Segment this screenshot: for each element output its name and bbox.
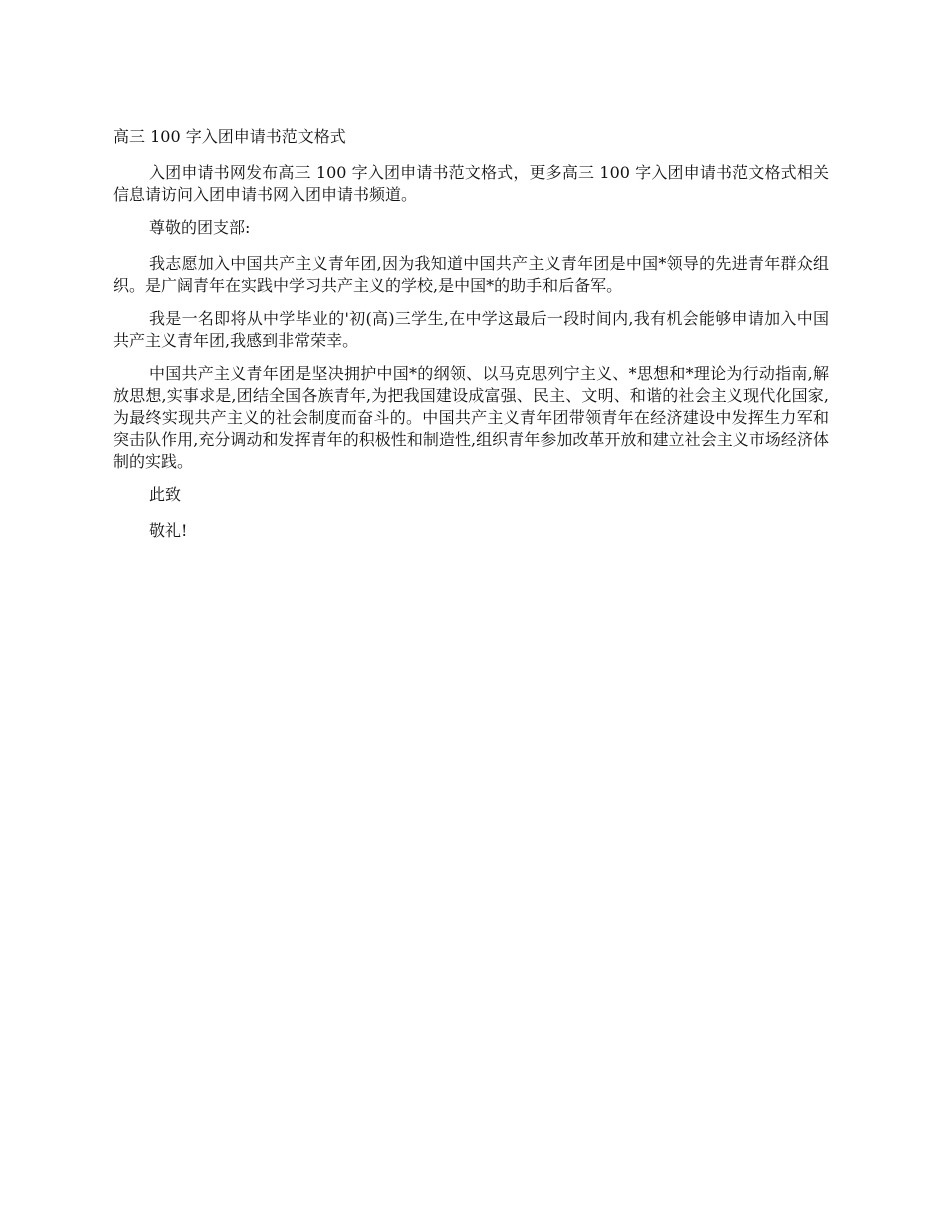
document-title: 高三 100 字入团申请书范文格式 xyxy=(113,127,346,146)
salutation: 尊敬的团支部: xyxy=(149,218,251,237)
closing-line-2: 敬礼! xyxy=(149,521,188,540)
body-paragraph-2: 我是一名即将从中学毕业的'初(高)三学生,在中学这最后一段时间内,我有机会能够申请加入中国共产主义青年团,我感到非常荣幸。 xyxy=(113,309,829,350)
body-paragraph-1: 我志愿加入中国共产主义青年团,因为我知道中国共产主义青年团是中国*领导的先进青年群众组织。是广阔青年在实践中学习共产主义的学校,是中国*的助手和后备军。 xyxy=(113,254,829,295)
body-paragraph-3: 中国共产主义青年团是坚决拥护中国*的纲领、以马克思列宁主义、*思想和*理论为行动指南,解放思想,实事求是,团结全国各族青年,为把我国建设成富强、民主、文明、和谐的社会主义现代化国家,为最终实现共产主义的社会制度而奋斗的。中国共产主义青年团带领青年在经济建设中发挥生力军和突击队作用,充分调动和发挥青年的积极性和制造性,组织青年参加改革开放和建立社会主义市场经济体制的实践。 xyxy=(113,364,829,471)
document-body xyxy=(113,126,829,556)
intro-paragraph: 入团申请书网发布高三 100 字入团申请书范文格式，更多高三 100 字入团申请书范文格式相关信息请访问入团申请书网入团申请书频道。 xyxy=(113,163,829,204)
closing-line-1: 此致 xyxy=(149,485,182,504)
